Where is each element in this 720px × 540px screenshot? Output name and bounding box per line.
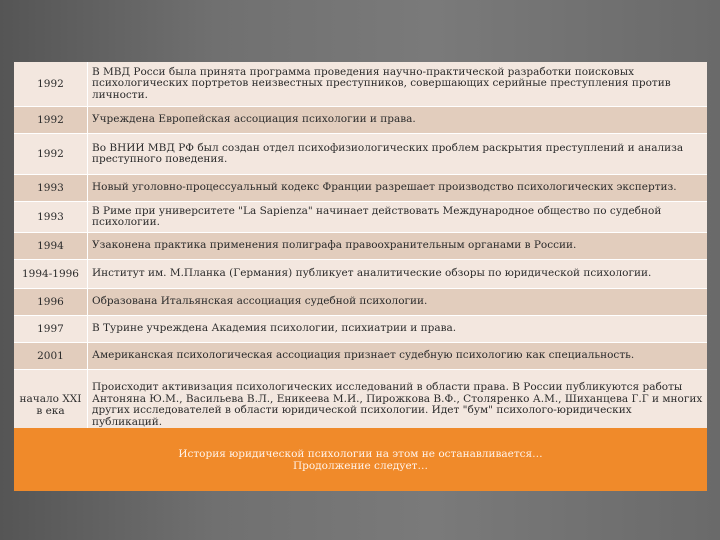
timeline-year: 1997 xyxy=(14,316,88,342)
timeline-event: В Турине учреждена Академия психологии, психиатрии и права. xyxy=(92,322,457,335)
timeline-table xyxy=(14,62,707,441)
timeline-event: В МВД Росси была принята программа проведения научно-практической разработки поисковых психологических портретов неизвестных преступников, совершающих серийные преступления против личности. xyxy=(92,65,671,101)
timeline-event: Узаконена практика применения полиграфа правоохранительным органами в России. xyxy=(92,239,577,252)
timeline-year: 1994 xyxy=(14,233,88,259)
footer-line-1: История юридической психологии на этом не останавливается… xyxy=(178,447,543,460)
timeline-row xyxy=(14,343,707,370)
timeline-year: 1993 xyxy=(14,202,88,232)
timeline-row xyxy=(14,289,707,316)
timeline-event: Американская психологическая ассоциация признает судебную психологию как специальность. xyxy=(92,349,635,362)
timeline-row xyxy=(14,316,707,343)
timeline-row xyxy=(14,233,707,260)
timeline-row xyxy=(14,260,707,289)
timeline-year: 1993 xyxy=(14,175,88,201)
timeline-row xyxy=(14,175,707,202)
timeline-year: 1992 xyxy=(14,107,88,133)
timeline-event: Происходит активизация психологических исследований в области права. В России публикуются работы Антоняна Ю.М., Васильева В.Л., Еникеева М.И., Пирожкова В.Ф., Столяренко А.М., Шиханцева Г.Г и многих других исследователей в области юридической психологии. Идет "бум" психолого-юридических публикаций. xyxy=(92,381,703,428)
footer-banner xyxy=(14,428,707,491)
timeline-row xyxy=(14,202,707,233)
timeline-year: 1996 xyxy=(14,289,88,315)
timeline-year: 1994-1996 xyxy=(14,260,88,288)
timeline-year: начало XXI в ека xyxy=(14,370,88,440)
timeline-event: Образована Итальянская ассоциация судебной психологии. xyxy=(92,295,428,308)
timeline-row xyxy=(14,62,707,107)
timeline-year: 1992 xyxy=(14,134,88,174)
timeline-row xyxy=(14,107,707,134)
footer-line-2: Продолжение следует… xyxy=(292,459,428,472)
timeline-year: 1992 xyxy=(14,62,88,106)
timeline-event: Институт им. М.Планка (Германия) публикует аналитические обзоры по юридической психологии. xyxy=(92,267,652,280)
timeline-event: Во ВНИИ МВД РФ был создан отдел психофизиологических проблем раскрытия преступлений и анализа преступного поведения. xyxy=(92,141,684,165)
timeline-year: 2001 xyxy=(14,343,88,369)
timeline-event: Новый уголовно-процессуальный кодекс Франции разрешает производство психологических экспертиз. xyxy=(92,181,677,194)
timeline-event: Учреждена Европейская ассоциация психологии и права. xyxy=(92,113,416,126)
timeline-event: В Риме при университете "La Sapienza" начинает действовать Международное общество по судебной психологии. xyxy=(92,204,662,228)
timeline-row xyxy=(14,134,707,175)
